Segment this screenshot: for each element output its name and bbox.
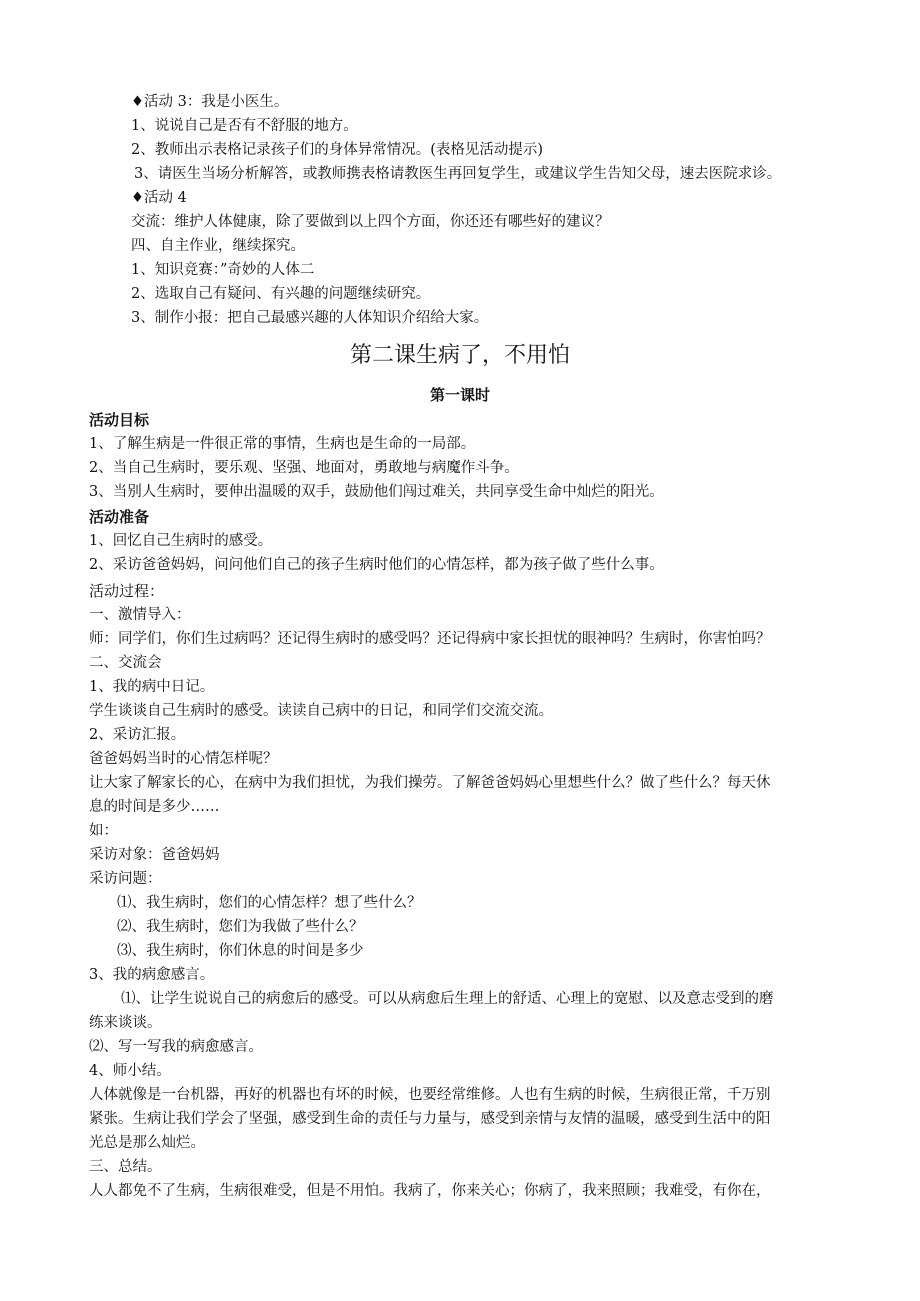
section-4-item-3: 3、制作小报：把自己最感兴趣的人体知识介绍给大家。 — [131, 310, 489, 326]
activity-3-item-1: 1、说说自己是否有不舒服的地方。 — [131, 118, 358, 134]
process-item-2-2-question: 爸爸妈妈当时的心情怎样呢？ — [89, 751, 278, 767]
interview-question: ⑴、我生病时，您们的心情怎样？想了些什么？ — [117, 895, 422, 911]
process-item-2-3-a: ⑴、让学生说说自己的病愈后的感受。可以从病愈后生理上的舒适、心理上的宽慰、以及意志受到的磨 — [121, 991, 774, 1007]
process-item-2-1: 1、我的病中日记。 — [89, 679, 215, 695]
process-section-1: 一、激情导入： — [89, 607, 191, 623]
conclusion-line: 人人都免不了生病，生病很难受，但是不用怕。我病了，你来关心；你病了，我来照顾；我难受，有你在， — [89, 1183, 771, 1199]
process-section-3: 三、总结。 — [89, 1159, 162, 1175]
process-item-2-2-text-cont: 息的时间是多少…… — [89, 799, 220, 815]
section-4-item-1: 1、知识竞赛：”奇妙的人体二 — [131, 262, 315, 278]
prep-item: 1、回忆自己生病时的感受。 — [89, 533, 273, 549]
activity-3-item-2: 2、教师出示表格记录孩子们的身体异常情况。(表格见活动提示) — [131, 142, 544, 158]
goal-item: 3、当别人生病时，要伸出温暖的双手，鼓励他们闯过难关，共同享受生命中灿烂的阳光。 — [89, 484, 664, 500]
prep-item: 2、采访爸爸妈妈，问问他们自己的孩子生病时他们的心情怎样，都为孩子做了些什么事。 — [89, 557, 664, 573]
teacher-summary-line: 光总是那么灿烂。 — [89, 1135, 205, 1151]
interview-questions-label: 采访问题： — [89, 871, 162, 887]
activity-3-title: ♦活动 3：我是小医生。 — [131, 94, 289, 110]
teacher-summary-line: 紧张。生病让我们学会了坚强，感受到生命的责任与力量与，感受到亲情与友情的温暖，感受到生活中的阳 — [89, 1111, 771, 1127]
example-label: 如： — [89, 823, 118, 839]
section-4-heading: 四、自主作业，继续探究。 — [131, 238, 305, 254]
prep-heading: 活动准备 — [89, 508, 150, 526]
lesson-title: 第二课生病了，不用怕 — [349, 343, 570, 368]
lesson-period: 第一课时 — [429, 386, 490, 404]
activity-4-title: ♦活动 4 — [131, 190, 187, 206]
activity-3-item-3: 3、请医生当场分析解答，或教师携表格请教医生再回复学生，或建议学生告知父母，速去医院求诊。 — [134, 166, 782, 182]
interview-question: ⑶、我生病时，你们休息的时间是多少 — [117, 943, 364, 959]
process-item-2-2-text: 让大家了解家长的心，在病中为我们担忧，为我们操劳。了解爸爸妈妈心里想些什么？做了些什么？每天休 — [89, 775, 771, 791]
process-heading: 活动过程： — [89, 582, 165, 600]
process-section-1-text: 师：同学们，你们生过病吗？还记得生病时的感受吗？还记得病中家长担忧的眼神吗？生病时，你害怕吗？ — [89, 631, 771, 647]
process-section-2: 二、交流会 — [89, 655, 162, 671]
process-item-2-2: 2、采访汇报。 — [89, 727, 186, 743]
goals-heading: 活动目标 — [89, 411, 150, 429]
teacher-summary-line: 人体就像是一台机器，再好的机器也有坏的时候，也要经常维修。人也有生病的时候，生病很正常，千万别 — [89, 1087, 771, 1103]
interview-question: ⑵、我生病时，您们为我做了些什么？ — [117, 919, 364, 935]
process-item-2-3-b: ⑵、写一写我的病愈感言。 — [89, 1039, 263, 1055]
process-item-2-3-a-cont: 练来谈谈。 — [89, 1015, 162, 1031]
goal-item: 1、了解生病是一件很正常的事情，生病也是生命的一局部。 — [89, 436, 476, 452]
interview-target: 采访对象：爸爸妈妈 — [89, 847, 220, 863]
section-4-item-2: 2、选取自己有疑问、有兴趣的问题继续研究。 — [131, 286, 431, 302]
activity-4-text: 交流：维护人体健康，除了要做到以上四个方面，你还还有哪些好的建议？ — [131, 214, 610, 230]
goal-item: 2、当自己生病时，要乐观、坚强、地面对，勇敢地与病魔作斗争。 — [89, 460, 519, 476]
process-item-2-1-text: 学生谈谈自己生病时的感受。读读自己病中的日记，和同学们交流交流。 — [89, 703, 553, 719]
process-item-2-4: 4、师小结。 — [89, 1063, 171, 1079]
process-item-2-3: 3、我的病愈感言。 — [89, 967, 215, 983]
